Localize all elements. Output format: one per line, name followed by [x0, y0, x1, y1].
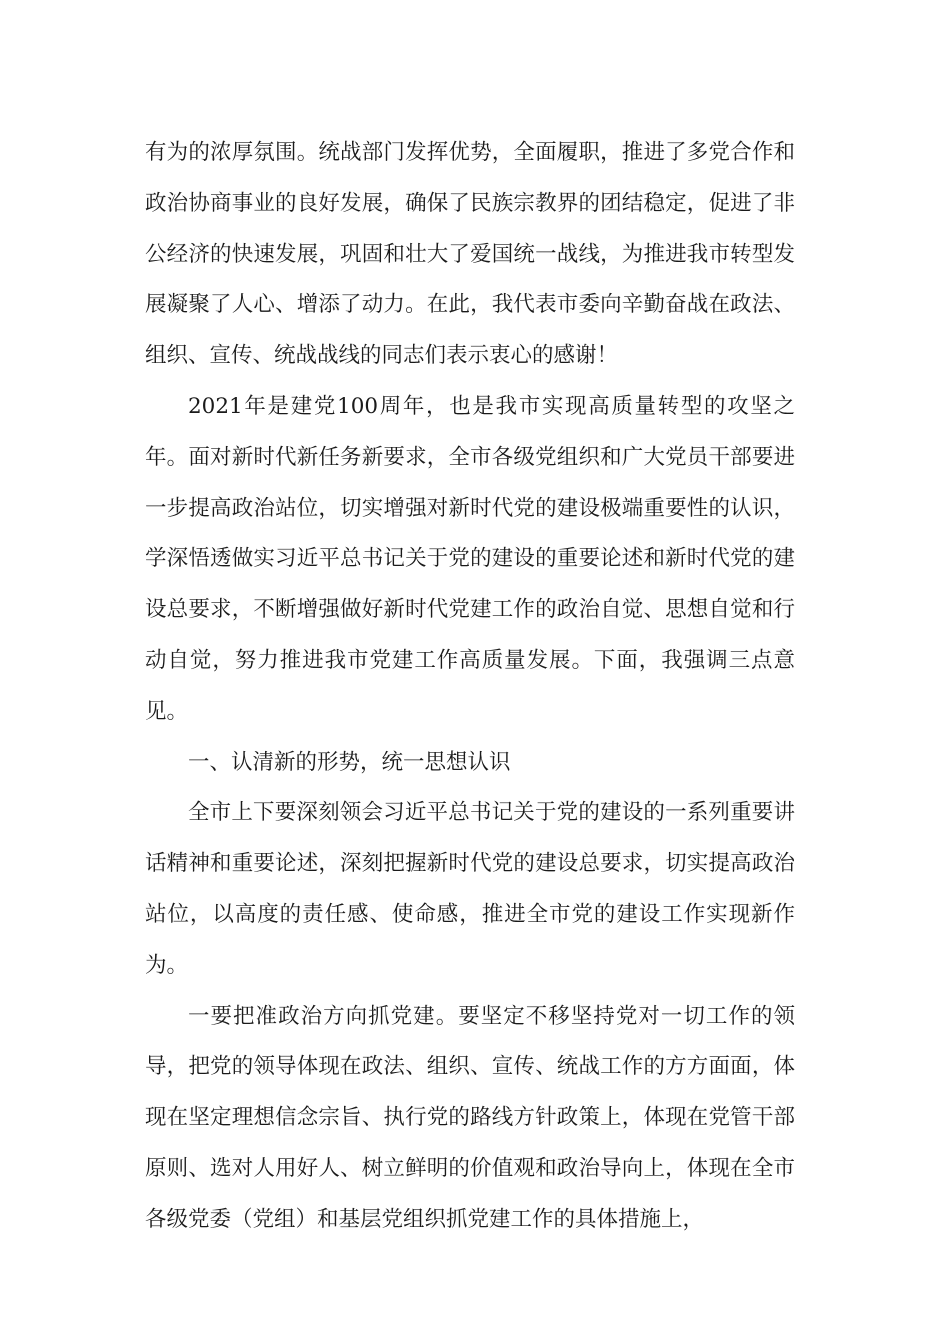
paragraph-section-intro: 全市上下要深刻领会习近平总书记关于党的建设的一系列重要讲话精神和重要论述，深刻把握新时代党的建设总要求，切实提高政治站位，以高度的责任感、使命感，推进全市党的建设工作实现新作为。 — [145, 800, 795, 978]
paragraph-political-direction: 一要把准政治方向抓党建。要坚定不移坚持党对一切工作的领导，把党的领导体现在政法、组织、宣传、统战工作的方方面面，体现在坚定理想信念宗旨、执行党的路线方针政策上，体现在党管干部原则、选对人用好人、树立鲜明的价值观和政治导向上，体现在全市各级党委（党组）和基层党组织抓党建工作的具体措施上， — [145, 1003, 795, 1232]
document-body — [145, 128, 795, 1246]
paragraph-anniversary: 2021年是建党100周年，也是我市实现高质量转型的攻坚之年。面对新时代新任务新要求，全市各级党组织和广大党员干部要进一步提高政治站位，切实增强对新时代党的建设极端重要性的认识，学深悟透做实习近平总书记关于党的建设的重要论述和新时代党的建设总要求，不断增强做好新时代党建工作的政治自觉、思想自觉和行动自觉，努力推进我市党建工作高质量发展。下面，我强调三点意见。 — [145, 393, 795, 724]
paragraph-continuation: 有为的浓厚氛围。统战部门发挥优势，全面履职，推进了多党合作和政治协商事业的良好发展，确保了民族宗教界的团结稳定，促进了非公经济的快速发展，巩固和壮大了爱国统一战线，为推进我市转型发展凝聚了人心、增添了动力。在此，我代表市委向辛勤奋战在政法、组织、宣传、统战战线的同志们表示衷心的感谢！ — [145, 140, 795, 369]
section-heading: 一、认清新的形势，统一思想认识 — [188, 749, 511, 775]
